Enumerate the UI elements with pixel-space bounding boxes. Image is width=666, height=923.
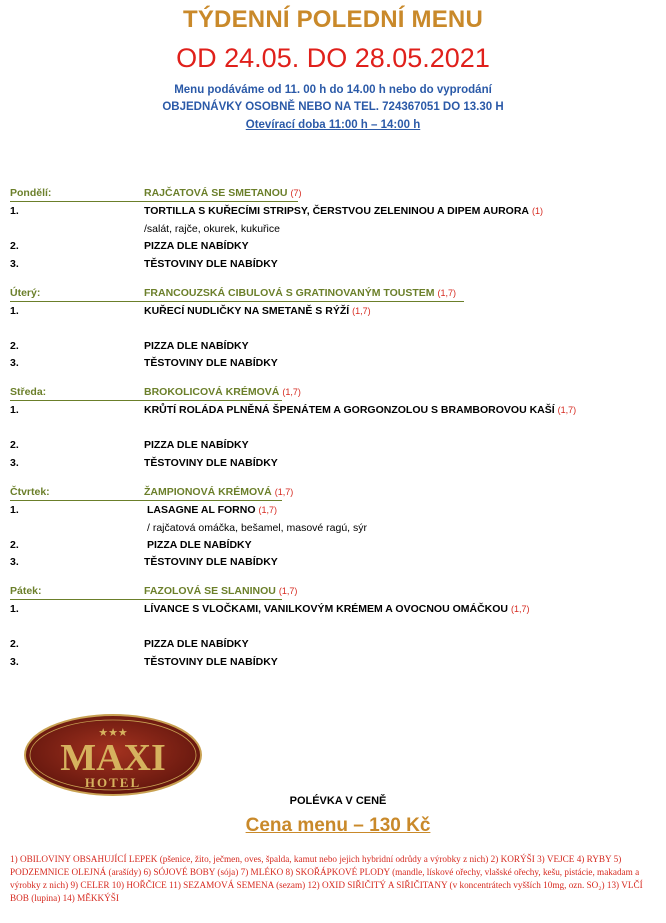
- menu-item-row: [10, 404, 660, 420]
- dish-name: PIZZA DLE NABÍDKY: [144, 340, 249, 352]
- item-number: 2.: [10, 240, 19, 252]
- menu-item-row: [10, 240, 660, 256]
- soup-name: BROKOLICOVÁ KRÉMOVÁ (1,7): [144, 386, 301, 398]
- dish-note: / rajčatová omáčka, bešamel, masové ragú, sýr: [147, 522, 368, 534]
- day-label: Středa:: [10, 386, 47, 398]
- day-underline: [10, 301, 464, 302]
- dish-name: TĚSTOVINY DLE NABÍDKY: [144, 258, 278, 270]
- item-number: 3.: [10, 656, 19, 668]
- day-underline: [10, 500, 282, 501]
- item-number: 2.: [10, 539, 19, 551]
- logo-name: MAXI: [60, 737, 166, 779]
- day-label: Pondělí:: [10, 187, 52, 199]
- day-underline: [10, 400, 282, 401]
- menu-item-row: [10, 556, 660, 572]
- dish-name: PIZZA DLE NABÍDKY: [144, 439, 249, 451]
- menu-title: TÝDENNÍ POLEDNÍ MENU: [182, 6, 483, 33]
- dish-name: TĚSTOVINY DLE NABÍDKY: [144, 556, 278, 568]
- menu-item-row: [10, 457, 660, 473]
- menu-item-row: [10, 504, 660, 520]
- dish-name: LÍVANCE S VLOČKAMI, VANILKOVÝM KRÉMEM A OVOCNOU OMÁČKOU (1,7): [144, 603, 530, 615]
- dish-name: LASAGNE AL FORNO (1,7): [147, 504, 278, 516]
- menu-item-row: [10, 539, 660, 555]
- menu-dates: OD 24.05. DO 28.05.2021: [176, 43, 490, 73]
- item-number: 2.: [10, 439, 19, 451]
- menu-item-row: [10, 656, 660, 672]
- dish-name: TĚSTOVINY DLE NABÍDKY: [144, 656, 278, 668]
- item-number: 2.: [10, 340, 19, 352]
- menu-price: Cena menu – 130 Kč: [245, 815, 431, 836]
- soup-name: FRANCOUZSKÁ CIBULOVÁ S GRATINOVANÝM TOUSTEM (1,7): [144, 287, 457, 299]
- dish-note-row: [10, 223, 660, 239]
- item-number: 3.: [10, 556, 19, 568]
- dish-name: PIZZA DLE NABÍDKY: [144, 240, 249, 252]
- item-number: 3.: [10, 457, 19, 469]
- logo-sub: HOTEL: [84, 775, 142, 790]
- dish-name: PIZZA DLE NABÍDKY: [144, 638, 249, 650]
- item-number: 1.: [10, 504, 19, 516]
- item-number: 1.: [10, 603, 19, 615]
- menu-item-row: [10, 638, 660, 654]
- dish-name: PIZZA DLE NABÍDKY: [147, 539, 252, 551]
- item-number: 2.: [10, 638, 19, 650]
- dish-name: TĚSTOVINY DLE NABÍDKY: [144, 457, 278, 469]
- menu-item-row: [10, 603, 660, 619]
- soup-included: POLÉVKA V CENĚ: [289, 795, 387, 807]
- soup-name: ŽAMPIONOVÁ KRÉMOVÁ (1,7): [144, 486, 294, 498]
- menu-item-row: [10, 340, 660, 356]
- allergen-list: 1) OBILOVINY OBSAHUJÍCÍ LEPEK (pšenice, žito, ječmen, oves, špalda, kamut nebo jejich hybridní odrůdy a výrobky z nich) 2) KORÝŠI 3) VEJCE 4) RYBY 5) PODZEMNICE OLEJNÁ (arašídy) 6) SÓJOVÉ BOBY (sója) 7) MLÉKO 8) SKOŘÁPKOVÉ PLODY (mandle, lískové ořechy, vlašské ořechy, kešu, pistácie, makadam a výrobky z nich) 9) CELER 10) HOŘČICE 11) SEZAMOVÁ SEMENA (sezam) 12) OXID SIŘIČITÝ A SIŘIČITANY (v koncentrátech vyšších 10mg, ozn. SO₂) 13) VLČÍ BOB (lupina) 14) MĚKKÝŠI: [10, 854, 643, 903]
- serving-info: Menu podáváme od 11. 00 h do 14.00 h nebo do vyprodání: [174, 84, 492, 96]
- menu-item-row: [10, 305, 660, 321]
- day-underline: [10, 201, 298, 202]
- menu-item-row: [10, 205, 660, 221]
- day-underline: [10, 599, 282, 600]
- item-number: 3.: [10, 357, 19, 369]
- item-number: 1.: [10, 404, 19, 416]
- dish-name: TORTILLA S KUŘECÍMI STRIPSY, ČERSTVOU ZELENINOU A DIPEM AURORA (1): [144, 205, 544, 217]
- menu-item-row: [10, 258, 660, 274]
- logo-stars: ★★★: [98, 726, 128, 739]
- day-label: Pátek:: [10, 585, 42, 597]
- dish-name: KUŘECÍ NUDLIČKY NA SMETANĚ S RÝŽÍ (1,7): [144, 305, 371, 317]
- day-label: Úterý:: [10, 287, 41, 299]
- dish-note-row: [10, 522, 660, 538]
- menu-item-row: [10, 357, 660, 373]
- soup-name: RAJČATOVÁ SE SMETANOU (7): [144, 187, 302, 199]
- menu-item-row: [10, 439, 660, 455]
- opening-hours: Otevírací doba 11:00 h – 14:00 h: [245, 119, 421, 131]
- day-label: Čtvrtek:: [10, 486, 50, 498]
- item-number: 1.: [10, 205, 19, 217]
- maxi-hotel-logo: [24, 714, 202, 796]
- dish-note: /salát, rajče, okurek, kukuřice: [144, 223, 280, 235]
- item-number: 3.: [10, 258, 19, 270]
- dish-name: KRŮTÍ ROLÁDA PLNĚNÁ ŠPENÁTEM A GORGONZOLOU S BRAMBOROVOU KAŠÍ (1,7): [144, 404, 577, 416]
- soup-name: FAZOLOVÁ SE SLANINOU (1,7): [144, 585, 298, 597]
- dish-name: TĚSTOVINY DLE NABÍDKY: [144, 357, 278, 369]
- item-number: 1.: [10, 305, 19, 317]
- order-info: OBJEDNÁVKY OSOBNĚ NEBO NA TEL. 724367051 DO 13.30 H: [162, 101, 504, 113]
